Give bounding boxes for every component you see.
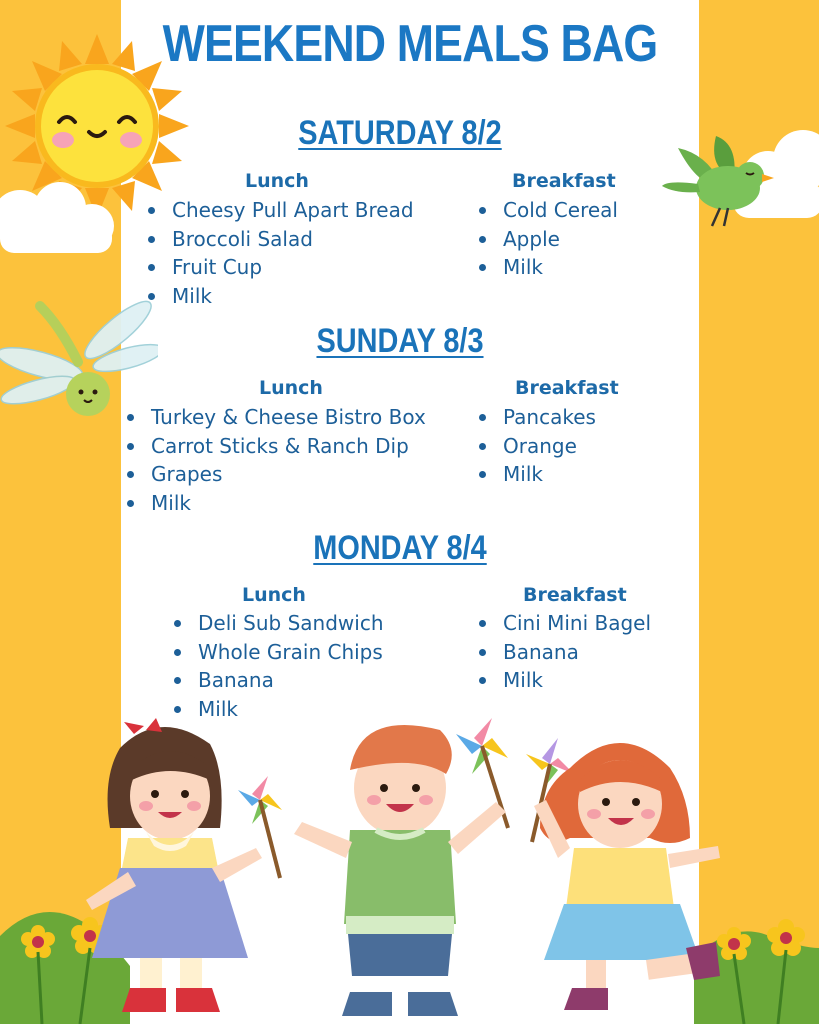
list-item: Apple bbox=[477, 225, 618, 254]
list-item: Orange bbox=[477, 432, 596, 461]
day-heading-saturday: SATURDAY 8/2 bbox=[298, 114, 502, 152]
list-item: Cold Cereal bbox=[477, 196, 618, 225]
list-item: Milk bbox=[477, 666, 651, 695]
list-item: Milk bbox=[125, 489, 426, 518]
list-item: Carrot Sticks & Ranch Dip bbox=[125, 432, 426, 461]
list-item: Pancakes bbox=[477, 403, 596, 432]
list-item: Fruit Cup bbox=[146, 253, 414, 282]
boy-middle-icon bbox=[294, 718, 508, 1016]
breakfast-list bbox=[477, 196, 618, 282]
list-item: Banana bbox=[172, 666, 384, 695]
list-item: Broccoli Salad bbox=[146, 225, 414, 254]
breakfast-list bbox=[477, 609, 651, 695]
lunch-list bbox=[146, 196, 414, 310]
lunch-list bbox=[125, 403, 426, 517]
list-item: Milk bbox=[172, 695, 384, 724]
day-heading-monday: MONDAY 8/4 bbox=[313, 529, 487, 567]
lunch-list bbox=[172, 609, 384, 723]
page-title: WEEKEND MEALS BAG bbox=[162, 15, 658, 73]
list-item: Banana bbox=[477, 638, 651, 667]
breakfast-heading: Breakfast bbox=[523, 584, 627, 606]
breakfast-list bbox=[477, 403, 596, 489]
list-item: Turkey & Cheese Bistro Box bbox=[125, 403, 426, 432]
list-item: Deli Sub Sandwich bbox=[172, 609, 384, 638]
bird-icon bbox=[658, 126, 776, 236]
list-item: Grapes bbox=[125, 460, 426, 489]
breakfast-heading: Breakfast bbox=[512, 170, 616, 192]
children-with-pinwheels-icon bbox=[80, 708, 740, 1024]
list-item: Milk bbox=[477, 460, 596, 489]
lunch-heading: Lunch bbox=[242, 584, 306, 606]
day-heading-sunday: SUNDAY 8/3 bbox=[316, 322, 484, 360]
lunch-heading: Lunch bbox=[259, 377, 323, 399]
list-item: Cheesy Pull Apart Bread bbox=[146, 196, 414, 225]
breakfast-heading: Breakfast bbox=[515, 377, 619, 399]
list-item: Milk bbox=[146, 282, 414, 311]
girl-left-icon bbox=[86, 718, 282, 1012]
list-item: Whole Grain Chips bbox=[172, 638, 384, 667]
list-item: Milk bbox=[477, 253, 618, 282]
girl-right-icon bbox=[526, 738, 720, 1010]
cloud-icon bbox=[0, 168, 120, 258]
lunch-heading: Lunch bbox=[245, 170, 309, 192]
list-item: Cini Mini Bagel bbox=[477, 609, 651, 638]
